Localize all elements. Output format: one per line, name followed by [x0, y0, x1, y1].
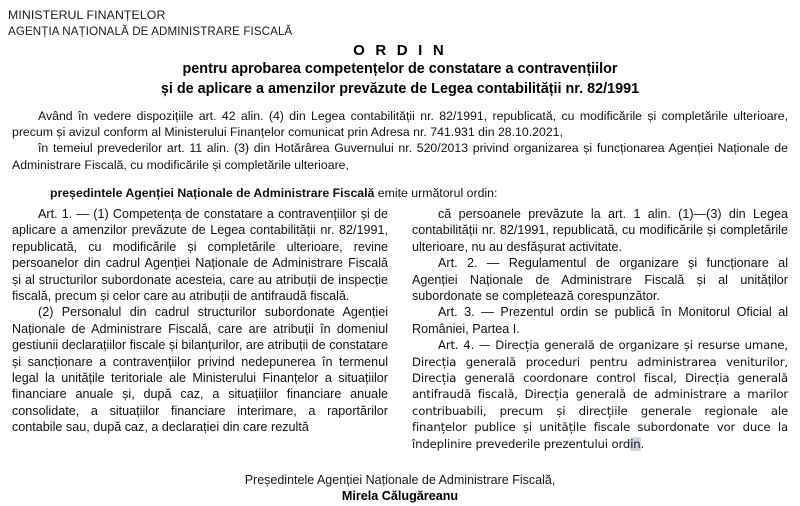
article-2: Art. 2. — Regulamentul de organizare și funcționare al Agenției Naționale de Administrare Fiscală și al unităților subordonate se completează corespunzător. [412, 256, 788, 304]
article-4 [412, 337, 788, 452]
document-subtitle-line-2: și de aplicare a amenzilor prevăzute de Legea contabilității nr. 82/1991 [160, 80, 640, 97]
document-subtitle-line-1: pentru aprobarea competențelor de constatare a contravențiilor [182, 61, 618, 77]
signatory-name: Mirela Călugăreanu [341, 489, 459, 503]
preamble-recital-2: în temeiul prevederilor art. 11 alin. (3) din Hotărârea Guvernului nr. 520/2013 privind organizarea și funcționarea Agenției Naționale de Administrare Fiscală, cu modificările și completările ulterioare, [12, 141, 788, 172]
document-kind-heading: O R D I N [353, 42, 447, 59]
emitter-authority: președintele Agenției Naționale de Administrare Fiscală [50, 185, 375, 200]
title-block [0, 41, 800, 99]
signatory-role: Președintele Agenției Naționale de Administrare Fiscală, [244, 473, 556, 487]
body-column-right [412, 206, 788, 452]
masthead-ministry: MINISTERUL FINANȚELOR [8, 8, 166, 22]
article-1-paragraph-2-continued: că persoanele prevăzute la art. 1 alin. (1)—(3) din Legea contabilității nr. 82/1991, republicată, cu modificările și completările ulterioare, nu au desfășurat activitate. [412, 207, 788, 254]
masthead [8, 8, 528, 39]
preamble [12, 108, 788, 201]
text-selection-highlight: in [630, 436, 641, 451]
masthead-agency: AGENȚIA NAȚIONALĂ DE ADMINISTRARE FISCALĂ [8, 24, 293, 38]
article-3: Art. 3. — Prezentul ordin se publică în Monitorul Oficial al României, Partea I. [412, 305, 788, 336]
preamble-recital-1: Având în vedere dispozițiile art. 42 alin. (4) din Legea contabilității nr. 82/1991, republicată, cu modificările și completările ulterioare, precum și avizul conform al Ministerului Finanțelor comunicat prin Adresa nr. 741.931 din 28.10.2021, [12, 109, 788, 140]
emitter-verb: emite următorul ordin: [374, 185, 498, 200]
body-column-left [12, 206, 388, 436]
article-4-text: Art. 4. — Direcția generală de organizare și resurse umane, Direcția generală proceduri pentru administrarea veniturilor, Direcția generală coordonare control fiscal, Direcția generală antifraudă fiscală, Direcția generală de administrare a marilor contribuabili, precum și direcțiile generale regionale ale finanțelor publice și unitățile fiscale subordonate vor duce la îndeplinire prevederile prezentului ord [412, 338, 788, 451]
body-columns [12, 206, 788, 462]
article-1-paragraph-1: Art. 1. — (1) Competența de constatare a contravențiilor și de aplicare a amenzilor prevăzute de Legea contabilității nr. 82/1991, republicată, cu modificările și completările ulterioare, revine persoanelor din cadrul Agenției Naționale de Administrare Fiscală și al structurilor subordonate acesteia, care au atribuții de inspecție fiscală, precum și celor care au atribuții de antifraudă fiscală. [12, 207, 388, 304]
article-4-terminator: . [640, 436, 645, 451]
preamble-emitter [12, 185, 788, 201]
signature-block [0, 472, 800, 504]
article-1-paragraph-2: (2) Personalul din cadrul structurilor subordonate Agenției Naționale de Administrare Fiscală, care are atribuții în domeniul gestiunii declarațiilor fiscale și bilanțurilor, are atribuții de constatare și sancționare a contravențiilor privind nedepunerea în termenul legal la unitățile teritoriale ale Ministerului Finanțelor a situațiilor financiare anuale și, după caz, a situațiilor financiare anuale consolidate, a situațiilor financiare interimare, a raportărilor contabile sau, după caz, a declarației din care rezultă [12, 305, 388, 435]
